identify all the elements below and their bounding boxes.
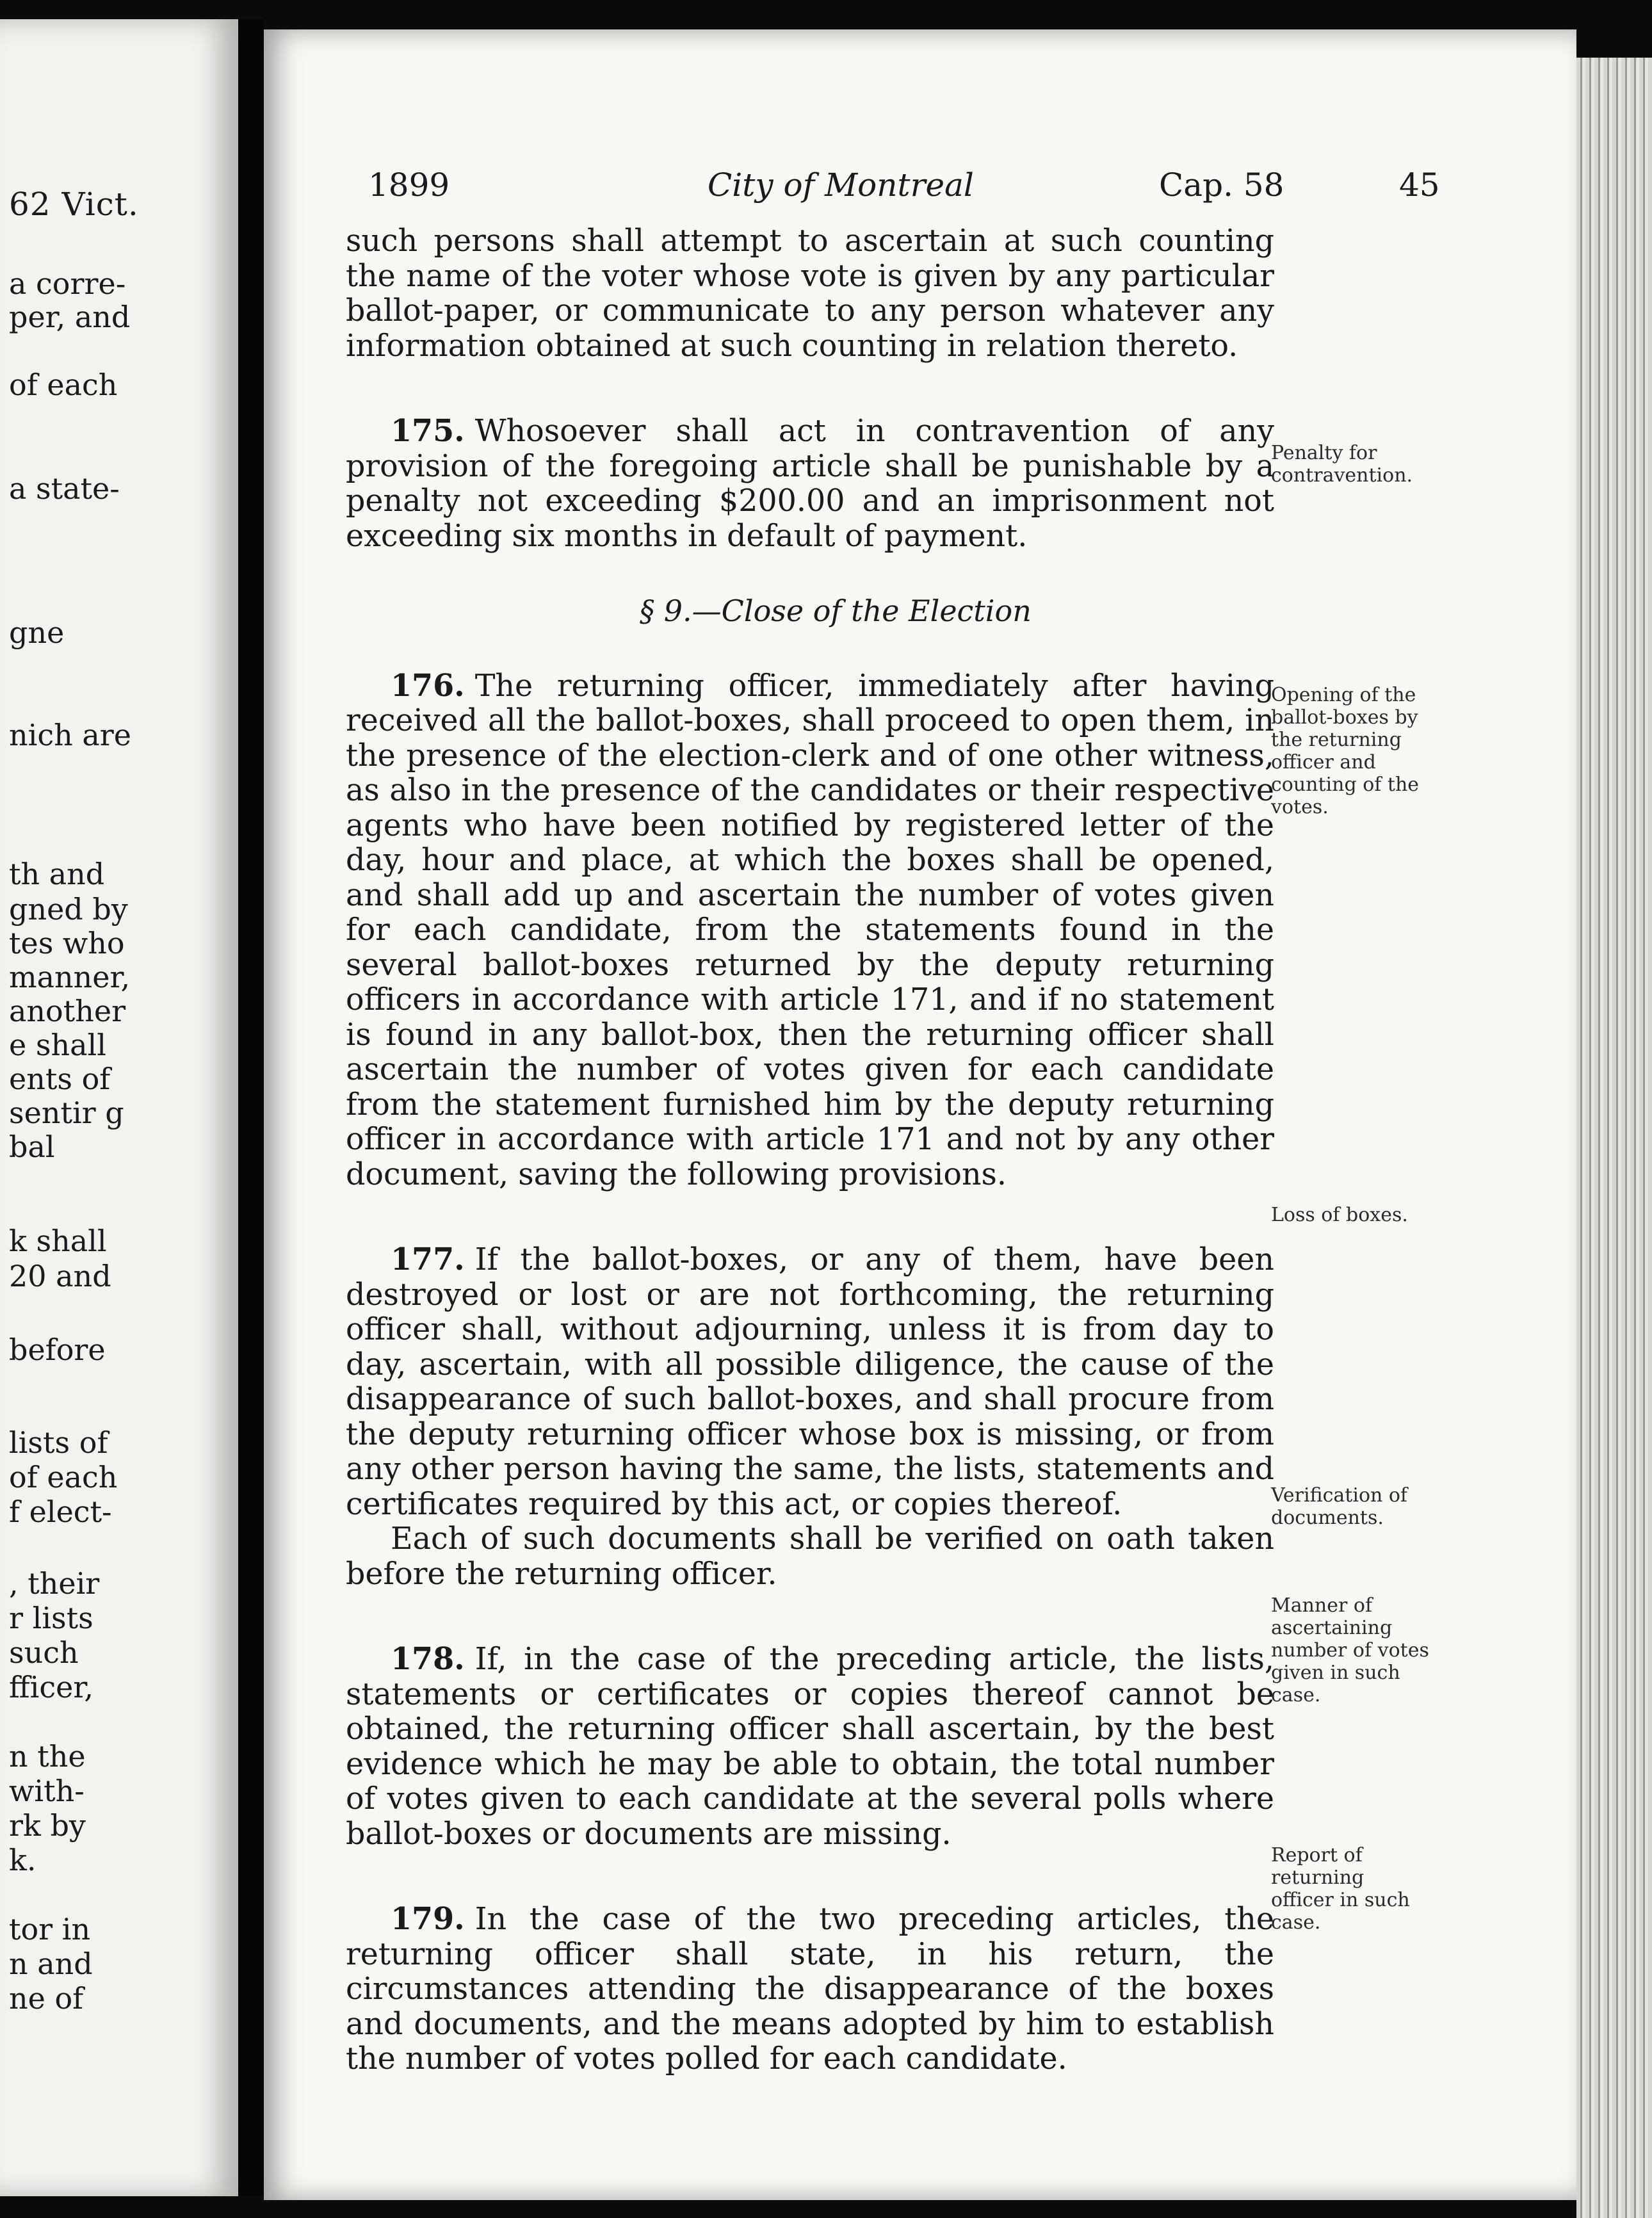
- left-fragment: tes who: [9, 926, 125, 960]
- article-176: [346, 668, 1274, 1193]
- article-number: 177.: [391, 1242, 465, 1277]
- article-number: 176.: [391, 667, 465, 704]
- left-fragment: lists of: [9, 1425, 108, 1460]
- left-fragment: k shall: [9, 1224, 107, 1258]
- left-fragment: ents of: [9, 1062, 111, 1096]
- left-fragment: nich are: [9, 718, 131, 752]
- article-178: [346, 1642, 1274, 1852]
- left-fragment: with-: [9, 1774, 85, 1808]
- article-text: Whosoever shall act in contravention of any provision of the foregoing article shall be punishable by a penalty not exceeding $200.00 and an imprisonment not exceeding six months in default of payment.: [346, 414, 1274, 554]
- left-fragment: th and: [9, 857, 105, 891]
- left-fragment: tor in: [9, 1912, 91, 1947]
- article-number: 178.: [391, 1641, 465, 1677]
- left-fragment: n the: [9, 1739, 86, 1774]
- left-fragment: f elect-: [9, 1494, 112, 1529]
- article-text: In the case of the two preceding articles, the returning officer shall state, in his return, the circumstances attending the disappearance of the boxes and documents, and the means adopted by him to establish the number of votes polled for each candidate.: [346, 1902, 1274, 2076]
- left-fragment: gned by: [9, 892, 128, 927]
- margin-note-179: Report of returning officer in such case.: [1271, 1844, 1410, 1934]
- left-fragment: a state-: [9, 471, 120, 506]
- left-fragment: ne of: [9, 1981, 84, 2016]
- section-heading: § 9.—Close of the Election: [640, 594, 1032, 628]
- continuation-paragraph: such persons shall attempt to ascertain at such counting the name of the voter whose vote is given by any particular ballot-paper, or communicate to any person whatever any information obtained at such counting in relation thereto.: [346, 223, 1274, 364]
- book-gutter: [238, 19, 264, 2196]
- margin-note-177: Loss of boxes.: [1271, 1204, 1408, 1226]
- left-page-header: 62 Vict.: [9, 186, 139, 223]
- article-177-second-paragraph: Each of such documents shall be verified on oath taken before the returning officer.: [346, 1521, 1274, 1592]
- left-fragment: k.: [9, 1843, 36, 1877]
- left-fragment: n and: [9, 1947, 93, 1981]
- running-head: [368, 166, 1441, 211]
- left-fragment: rk by: [9, 1808, 86, 1843]
- left-fragment: 20 and: [9, 1259, 111, 1293]
- margin-note-175: Penalty for contravention.: [1271, 442, 1413, 487]
- left-fragment: fficer,: [9, 1670, 93, 1704]
- margin-note-177-verification: Verification of documents.: [1271, 1484, 1408, 1529]
- left-fragment: such: [9, 1635, 79, 1670]
- article-number: 179.: [391, 1901, 465, 1937]
- running-head-title: City of Montreal: [708, 166, 974, 204]
- left-fragment: gne: [9, 615, 65, 650]
- article-text: The returning officer, immediately after having received all the ballot-boxes, shall proceed to open them, in the presence of the election-clerk and of one other witness, as also in the presence of the candidates or their respective agents who have been notified by registered letter of the day, hour and place, at which the boxes shall be opened, and shall add up and ascertain the number of votes given for each candidate, from the statements found in the several ballot-boxes returned by the deputy returning officers in accordance with article 171, and if no statement is found in any ballot-box, then the returning officer shall ascertain the number of votes given for each candidate from the statement furnished him by the deputy returning officer in accordance with article 171 and not by any other document, saving the following provisions.: [346, 668, 1274, 1192]
- article-text: If the ballot-boxes, or any of them, have been destroyed or lost or are not forthcoming, the returning officer shall, without adjourning, unless it is from day to day, ascertain, with all possible diligence, the cause of the disappearance of such ballot-boxes, and shall procure from the deputy returning officer whose box is missing, or from any other person having the same, the lists, statements and certificates required by this act, or copies thereof.: [346, 1242, 1274, 1522]
- running-head-chapter: Cap. 58: [1159, 166, 1284, 204]
- left-fragment: another: [9, 994, 126, 1028]
- article-text: If, in the case of the preceding article, the lists, statements or certificates or copies thereof cannot be obtained, the returning officer shall ascertain, by the best evidence which he may be able to obtain, the total number of votes given to each candidate at the several polls where ballot-boxes or documents are missing.: [346, 1642, 1274, 1852]
- margin-note-178: Manner of ascertaining number of votes given in such case.: [1271, 1594, 1429, 1706]
- left-fragment: r lists: [9, 1601, 93, 1635]
- left-fragment: before: [9, 1332, 106, 1367]
- running-head-year: 1899: [368, 166, 450, 204]
- left-fragment: a corre-: [9, 266, 126, 301]
- left-fragment: bal: [9, 1129, 55, 1164]
- article-177: [346, 1242, 1274, 1522]
- body-text: [346, 224, 1274, 2077]
- page-number: 45: [1399, 166, 1440, 204]
- article-number: 175.: [391, 413, 465, 449]
- left-fragment: per, and: [9, 300, 131, 334]
- left-fragment: of each: [9, 1460, 118, 1494]
- left-fragment: of each: [9, 368, 118, 402]
- left-facing-page: [0, 19, 238, 2196]
- left-fragment: , their: [9, 1566, 100, 1601]
- left-fragment: manner,: [9, 960, 131, 994]
- article-175: [346, 414, 1274, 554]
- page-edges: [1576, 58, 1652, 2218]
- left-fragment: e shall: [9, 1028, 106, 1062]
- article-179: [346, 1902, 1274, 2077]
- margin-note-176: Opening of the ballot-boxes by the returning officer and counting of the votes.: [1271, 684, 1420, 818]
- left-fragment: sentir g: [9, 1096, 124, 1130]
